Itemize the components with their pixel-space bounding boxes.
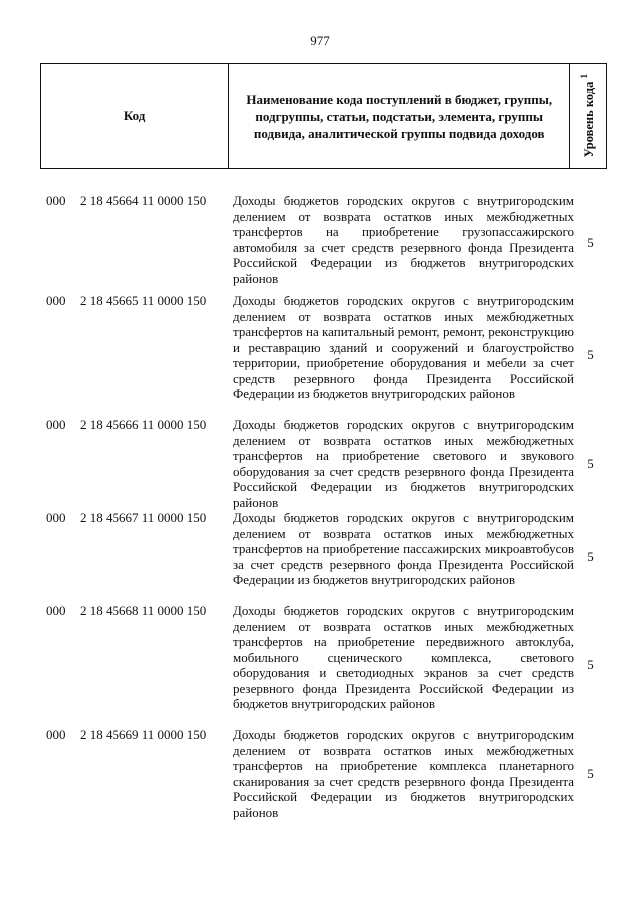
- code-level: 5: [587, 548, 594, 564]
- table-row: [40, 193, 607, 293]
- revenue-code: 2 18 45666 11 0000 150: [80, 417, 207, 432]
- table-row: [40, 727, 607, 820]
- revenue-name: Доходы бюджетов городских округов с внутригородским делением от возврата остатков иных межбюджетных трансфертов на приобретение светового и звукового оборудования за счет средств резервного фонда Президента Российской Федерации из бюджетов внутригородских районов: [233, 417, 574, 510]
- table-row: [40, 417, 607, 510]
- header-name: Наименование кода поступлений в бюджет, группы, подгруппы, статьи, подстатьи, элемента, группы подвида, аналитической группы подвида доходов: [229, 64, 570, 168]
- code-level: 5: [587, 657, 594, 672]
- header-level: [570, 64, 606, 168]
- revenue-code: 2 18 45669 11 0000 150: [80, 727, 207, 742]
- revenue-code: 2 18 45668 11 0000 150: [80, 603, 207, 618]
- page-number: 977: [310, 33, 330, 48]
- revenue-code: 2 18 45664 11 0000 150: [80, 193, 207, 208]
- admin-code: 000: [46, 727, 66, 742]
- admin-code: 000: [46, 193, 66, 208]
- table-row: [40, 510, 607, 603]
- revenue-name: Доходы бюджетов городских округов с внутригородским делением от возврата остатков иных межбюджетных трансфертов на приобретение передвижного автоклуба, мобильного сценического комплекса, светового оборудования и светодиодных экранов за счет средств резервного фонда Президента Российской Федерации из бюджетов внутригородских районов: [233, 603, 574, 711]
- revenue-name: Доходы бюджетов городских округов с внутригородским делением от возврата остатков иных межбюджетных трансфертов на приобретение комплекса планетарного сканирования за счет средств резервного фонда Президента Российской Федерации из бюджетов внутригородских районов: [233, 727, 574, 820]
- header-level-footnote: 1: [578, 74, 589, 79]
- revenue-name: Доходы бюджетов городских округов с внутригородским делением от возврата остатков иных межбюджетных трансфертов на капитальный ремонт, ремонт, реконструкцию и реставрацию зданий и сооружений и благоустройство территории, приобретение оборудования и мебели за счет средств резервного фонда Президента Российской Федерации из бюджетов внутригородских районов: [233, 293, 574, 401]
- revenue-name: Доходы бюджетов городских округов с внутригородским делением от возврата остатков иных межбюджетных трансфертов на приобретение грузопассажирского автомобиля за счет средств резервного фонда Президента Российской Федерации из бюджетов внутригородских районов: [233, 193, 574, 286]
- table-header: [40, 63, 607, 169]
- table-row: [40, 603, 607, 727]
- admin-code: 000: [46, 293, 66, 308]
- code-level: 5: [587, 455, 594, 471]
- table-body: [40, 193, 607, 820]
- code-level: 5: [587, 347, 594, 362]
- header-code: Код: [41, 64, 229, 168]
- admin-code: 000: [46, 417, 66, 432]
- code-level: 5: [587, 765, 594, 781]
- revenue-code: 2 18 45667 11 0000 150: [80, 510, 207, 525]
- code-level: 5: [587, 235, 594, 250]
- header-level-label: [579, 74, 597, 157]
- admin-code: 000: [46, 510, 66, 525]
- revenue-code: 2 18 45665 11 0000 150: [80, 293, 207, 308]
- revenue-name: Доходы бюджетов городских округов с внутригородским делением от возврата остатков иных межбюджетных трансфертов на приобретение пассажирских микроавтобусов за счет средств резервного фонда Президента Российской Федерации из бюджетов внутригородских районов: [233, 510, 574, 587]
- admin-code: 000: [46, 603, 66, 618]
- table-row: [40, 293, 607, 417]
- header-level-text: Уровень кода: [582, 81, 597, 158]
